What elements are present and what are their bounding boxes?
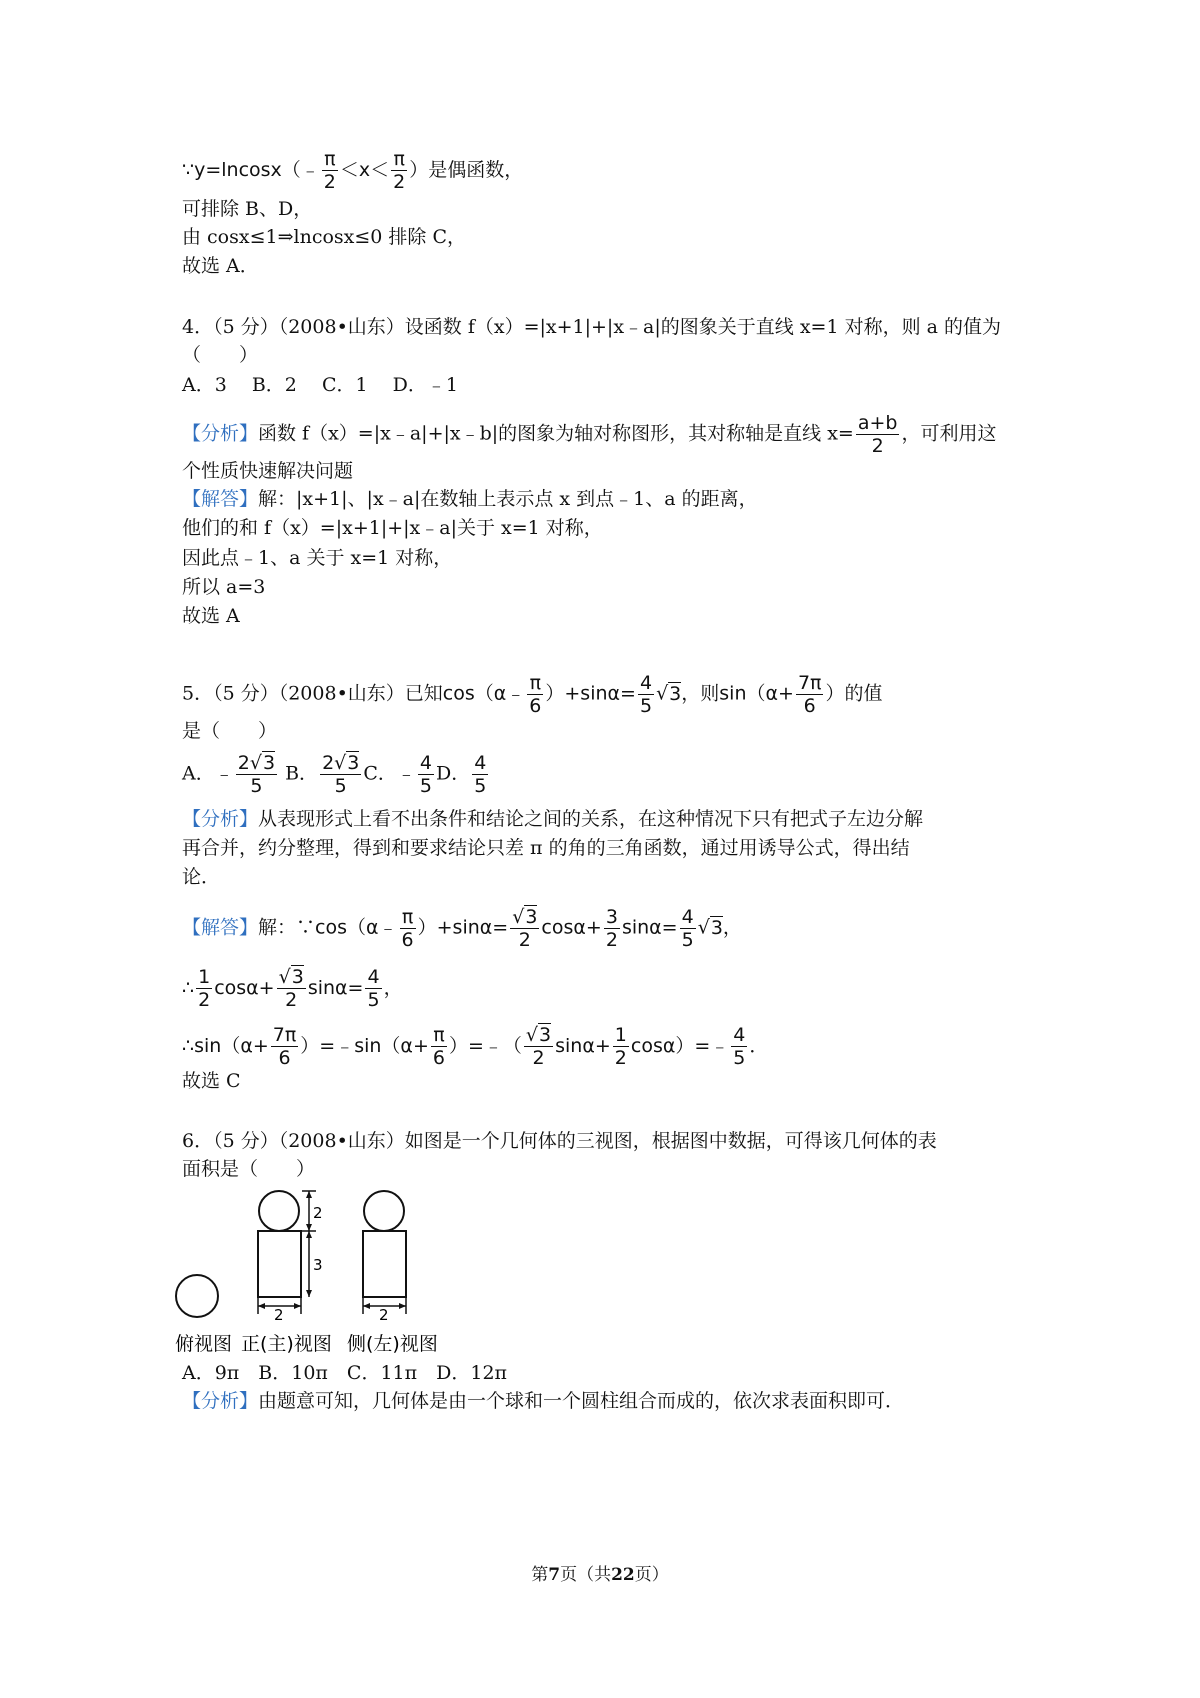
option-b-label: B． <box>285 762 319 785</box>
arrow-head <box>258 1303 265 1309</box>
denominator: 2 <box>871 435 884 457</box>
text: ﹣ <box>214 762 234 785</box>
numerator: 3 <box>605 906 618 928</box>
fraction-4-5 <box>365 966 381 1011</box>
numerator: π <box>400 906 416 929</box>
page-number: 7 <box>548 1565 561 1585</box>
front-view-sphere <box>259 1191 299 1231</box>
text: ）是偶函数， <box>409 159 524 181</box>
side-view-sphere <box>364 1191 404 1231</box>
text: ＜x＜ <box>339 159 390 181</box>
denominator: 2 <box>532 1047 545 1069</box>
arrow-head <box>306 1231 312 1238</box>
denominator: 5 <box>733 1047 746 1069</box>
fraction-4-5 <box>472 752 488 797</box>
text: cos（α﹣ <box>315 916 398 939</box>
numerator: √3 <box>512 906 538 928</box>
dim-label-2-side: 2 <box>379 1306 389 1324</box>
numerator: 4 <box>639 672 653 694</box>
denominator: 6 <box>401 929 414 951</box>
radicand: 3 <box>710 916 723 939</box>
fraction-4-5 <box>418 752 434 797</box>
numerator: 1 <box>198 966 211 988</box>
fraction-ab-2 <box>856 412 900 457</box>
radicand: 3 <box>525 906 538 928</box>
text: ﹣ <box>396 762 416 785</box>
label-side-view: 侧(左)视图 <box>347 1333 438 1355</box>
q5-answer-1 <box>182 906 742 951</box>
text: sinα= <box>307 977 364 999</box>
text: cosα）=﹣ <box>630 1035 730 1057</box>
numerator: π <box>322 148 338 171</box>
q6-analysis <box>182 1388 904 1414</box>
q5-answer-end: 故选 C <box>182 1070 241 1092</box>
fraction-7pi-6 <box>796 672 824 717</box>
text: 5．（5 分）（2008•山东）已知 <box>182 682 443 705</box>
q6-options: A．9π B．10π C．11π D．12π <box>182 1362 508 1384</box>
fraction-2sqrt3-5 <box>320 752 361 797</box>
front-view-cylinder <box>258 1231 301 1297</box>
three-view-figure <box>175 1188 485 1360</box>
text: 解：|x+1|、|x﹣a|在数轴上表示点 x 到点﹣1、a 的距离， <box>258 488 758 510</box>
denominator: 2 <box>285 989 298 1011</box>
denominator: 5 <box>250 775 263 797</box>
q5-answer-3 <box>182 1024 768 1069</box>
denominator: 2 <box>323 171 336 193</box>
analysis-tag: 【分析】 <box>182 808 259 830</box>
text: 页（共 <box>560 1565 612 1585</box>
q4-analysis <box>182 412 997 457</box>
text: 第 <box>531 1565 549 1585</box>
fraction-pi-2 <box>391 148 407 193</box>
numerator: 4 <box>733 1024 746 1046</box>
numerator: 2√3 <box>322 752 360 774</box>
text: ，可利用这 <box>901 422 997 445</box>
denominator: 5 <box>639 695 653 717</box>
numerator: 4 <box>681 906 694 928</box>
text: ∴ <box>182 977 195 999</box>
denominator: 2 <box>614 1047 627 1069</box>
fraction-1-2 <box>613 1024 629 1069</box>
q4-options: A．3 B．2 C．1 D．﹣1 <box>182 374 458 396</box>
fraction-4-5 <box>731 1024 747 1069</box>
fraction-sqrt3-2 <box>524 1024 553 1069</box>
arrow-head <box>294 1303 301 1309</box>
q4-stem-blank: （ ） <box>182 344 259 366</box>
top-view-circle <box>176 1275 218 1317</box>
text: 从表现形式上看不出条件和结论之间的关系，在这种情况下只有把式子左边分解 <box>258 808 924 830</box>
text: ∴ <box>182 1035 195 1057</box>
radicand: 3 <box>669 682 682 705</box>
text: 由题意可知，几何体是由一个球和一个圆柱组合而成的，依次求表面积即可． <box>258 1390 905 1412</box>
numerator: √3 <box>525 1024 552 1046</box>
solution-line-4: 故选 A． <box>182 255 259 277</box>
q4-answer-2: 他们的和 f（x）=|x+1|+|x﹣a|关于 x=1 对称， <box>182 517 603 539</box>
arrow-head <box>306 1290 312 1297</box>
q4-answer-1 <box>182 486 758 512</box>
numerator: 7π <box>797 672 822 694</box>
numerator: 1 <box>614 1024 627 1046</box>
arrow-head <box>306 1191 312 1198</box>
numerator: 2√3 <box>237 752 276 774</box>
numerator: π <box>431 1024 447 1047</box>
arrow-head <box>306 1224 312 1231</box>
denominator: 2 <box>518 929 531 951</box>
q6-stem: 6．（5 分）（2008•山东）如图是一个几何体的三视图，根据图中数据，可得该几何体的表 <box>182 1130 937 1152</box>
denominator: 2 <box>198 989 211 1011</box>
fraction-4-5 <box>680 906 696 951</box>
text: ， <box>383 977 403 999</box>
arrow-head <box>399 1303 406 1309</box>
denominator: 2 <box>393 171 406 193</box>
text: sin（α+ <box>719 682 794 705</box>
q5-options <box>182 752 490 797</box>
text: 解：∵ <box>258 916 316 939</box>
option-a-label: A． <box>182 762 215 785</box>
q6-stem-2: 面积是（ ） <box>182 1158 316 1180</box>
dim-label-2-front: 2 <box>274 1306 284 1324</box>
fraction-4-5 <box>638 672 654 717</box>
text: cos（α﹣ <box>442 682 526 705</box>
denominator: 6 <box>803 695 816 717</box>
text: 2 <box>237 752 250 774</box>
analysis-tag: 【分析】 <box>182 422 259 445</box>
denominator: 6 <box>529 695 542 717</box>
radicand: 3 <box>347 752 360 774</box>
text: ∵y=lncosx（﹣ <box>182 159 320 181</box>
side-view-cylinder <box>363 1231 406 1297</box>
fraction-3-2 <box>604 906 620 951</box>
total-pages: 22 <box>611 1565 635 1585</box>
dim-label-2-vertical: 2 <box>313 1204 323 1222</box>
text: ）的值 <box>825 682 883 705</box>
fraction-7pi-6 <box>271 1024 299 1069</box>
text: ，则 <box>681 682 720 705</box>
q4-answer-3: 因此点﹣1、a 关于 x=1 对称， <box>182 547 453 569</box>
sqrt-3: √3 <box>656 682 682 705</box>
text: cosα+ <box>541 916 602 939</box>
text: ）=﹣sin（α+ <box>300 1035 429 1057</box>
radicand: 3 <box>539 1024 552 1046</box>
denominator: 5 <box>681 929 694 951</box>
analysis-tag: 【分析】 <box>182 1390 259 1412</box>
numerator: π <box>391 148 407 171</box>
q5-stem <box>182 672 883 717</box>
page-footer <box>0 1560 1200 1585</box>
text: sinα= <box>621 916 678 939</box>
fraction-2sqrt3-5 <box>236 752 277 797</box>
q5-analysis-1 <box>182 806 923 832</box>
radicand: 3 <box>262 752 276 774</box>
label-top-view: 俯视图 <box>175 1333 233 1355</box>
numerator: π <box>527 672 543 695</box>
denominator: 5 <box>474 775 487 797</box>
q4-stem: 4．（5 分）（2008•山东）设函数 f（x）=|x+1|+|x﹣a|的图象关于直线 x=1 对称，则 a 的值为 <box>182 316 1001 338</box>
numerator: 7π <box>272 1024 297 1046</box>
fraction-sqrt3-2 <box>277 966 306 1011</box>
q5-analysis-3: 论． <box>182 866 221 888</box>
text: ）+sinα= <box>417 916 509 939</box>
arrow-head <box>363 1303 370 1309</box>
numerator: 4 <box>474 752 487 774</box>
text: 函数 f（x）=|x﹣a|+|x﹣b|的图象为轴对称图形，其对称轴是直线 x= <box>258 422 854 445</box>
text: sin（α+ <box>194 1035 269 1057</box>
solution-line-1 <box>182 148 523 193</box>
text: 2 <box>322 752 335 774</box>
solution-line-2: 可排除 B、D， <box>182 198 313 220</box>
denominator: 6 <box>278 1047 291 1069</box>
fraction-1-2 <box>196 966 212 1011</box>
q4-analysis-2: 个性质快速解决问题 <box>182 460 354 482</box>
sqrt-3: √3 <box>697 916 723 939</box>
q5-stem-2: 是（ ） <box>182 720 278 742</box>
option-c-label: C． <box>363 762 397 785</box>
fraction-pi-6 <box>400 906 416 951</box>
answer-tag: 【解答】 <box>182 916 259 939</box>
fraction-pi-2 <box>322 148 338 193</box>
label-front-view: 正(主)视图 <box>241 1333 332 1355</box>
fraction-sqrt3-2 <box>510 906 539 951</box>
text: cosα+ <box>214 977 275 999</box>
option-d-label: D． <box>436 762 471 785</box>
fraction-pi-6 <box>431 1024 447 1069</box>
denominator: 6 <box>432 1047 445 1069</box>
answer-tag: 【解答】 <box>182 488 259 510</box>
numerator: 4 <box>367 966 380 988</box>
solution-line-3: 由 cosx≤1⇒lncosx≤0 排除 C， <box>182 226 466 248</box>
fraction-pi-6 <box>527 672 543 717</box>
q4-answer-4: 所以 a=3 <box>182 576 266 598</box>
denominator: 5 <box>367 989 380 1011</box>
numerator: a+b <box>857 412 898 434</box>
text: ）+sinα= <box>545 682 636 705</box>
numerator: √3 <box>278 966 304 988</box>
q4-answer-5: 故选 A <box>182 605 240 627</box>
dim-label-3-vertical: 3 <box>313 1256 323 1274</box>
text: ． <box>749 1035 769 1057</box>
denominator: 2 <box>605 929 618 951</box>
denominator: 5 <box>419 775 433 797</box>
q5-analysis-2: 再合并，约分整理，得到和要求结论只差 π 的角的三角函数，通过用诱导公式，得出结 <box>182 837 910 859</box>
q5-answer-2 <box>182 966 403 1011</box>
text: ）=﹣（ <box>448 1035 522 1057</box>
radicand: 3 <box>291 966 304 988</box>
text: ， <box>722 916 742 939</box>
text: 页） <box>634 1565 669 1585</box>
numerator: 4 <box>419 752 433 774</box>
text: sinα+ <box>555 1035 611 1057</box>
denominator: 5 <box>334 775 347 797</box>
